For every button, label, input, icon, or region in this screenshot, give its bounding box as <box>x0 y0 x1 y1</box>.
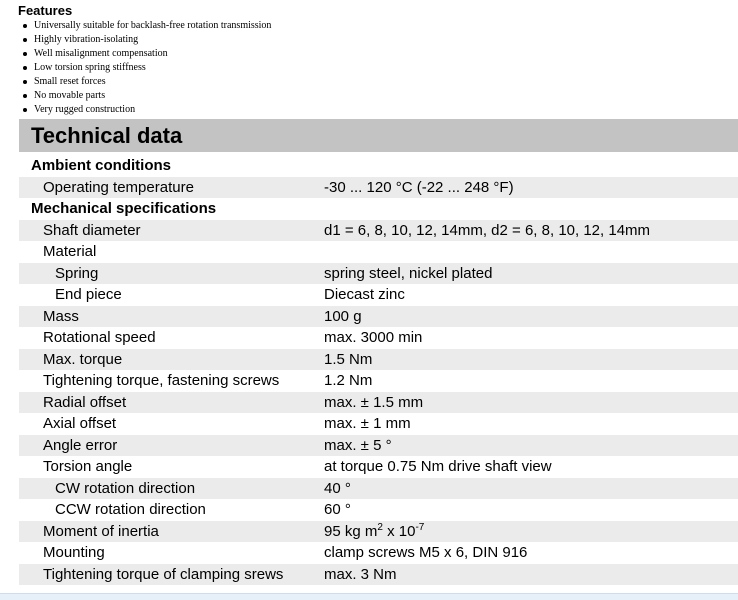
ambient-conditions-heading: Ambient conditions <box>31 157 171 174</box>
spec-label: CCW rotation direction <box>55 501 206 518</box>
spec-label: Tightening torque of clamping srews <box>43 565 284 583</box>
spec-row-end-piece <box>19 284 738 306</box>
spec-label: Material <box>43 243 97 260</box>
spec-row-shaft-diameter <box>19 220 738 242</box>
spec-value-prefix: 95 kg m <box>324 522 378 540</box>
spec-label: Spring <box>55 264 99 282</box>
spec-label: Mounting <box>43 544 105 561</box>
feature-item: Universally suitable for backlash-free rotation transmission <box>34 19 718 33</box>
features-section <box>18 3 718 117</box>
spec-row-max-torque <box>19 349 738 371</box>
spec-value: 1.2 Nm <box>324 372 373 389</box>
spec-value: max. ± 5 ° <box>324 436 392 454</box>
spec-label: Radial offset <box>43 393 127 411</box>
spec-value-exponent: -7 <box>415 521 425 533</box>
technical-data-title: Technical data <box>19 119 738 152</box>
spec-label: Operating temperature <box>43 178 194 196</box>
spec-value: -30 ... 120 °C (-22 ... 248 °F) <box>324 178 514 196</box>
features-list <box>18 19 718 117</box>
spec-label: Mass <box>43 307 79 325</box>
spec-value: 100 g <box>324 307 362 325</box>
spec-value: 40 ° <box>324 479 351 497</box>
mechanical-specifications-heading: Mechanical specifications <box>31 200 217 217</box>
spec-label: Moment of inertia <box>43 522 159 540</box>
spec-row-angle-error <box>19 435 738 457</box>
spec-label: Max. torque <box>43 350 123 368</box>
spec-value: 1.5 Nm <box>324 350 373 368</box>
spec-value: max. ± 1.5 mm <box>324 393 424 411</box>
spec-row-mass <box>19 306 738 328</box>
feature-item: Low torsion spring stiffness <box>34 61 718 75</box>
spec-label: Axial offset <box>43 415 117 432</box>
technical-data-section <box>19 119 738 585</box>
spec-row-radial-offset <box>19 392 738 414</box>
spec-value: at torque 0.75 Nm drive shaft view <box>324 458 552 475</box>
spec-label: Shaft diameter <box>43 221 141 239</box>
spec-label: Angle error <box>43 436 118 454</box>
spec-row-torsion-angle <box>19 456 738 478</box>
spec-row-operating-temperature <box>19 177 738 199</box>
spec-label: Tightening torque, fastening screws <box>43 372 280 389</box>
spec-row-material <box>19 241 738 263</box>
spec-row-axial-offset <box>19 413 738 435</box>
spec-row-rotational-speed <box>19 327 738 349</box>
spec-value: max. 3000 min <box>324 329 423 346</box>
spec-row-tightening-torque-fastening <box>19 370 738 392</box>
spec-value: clamp screws M5 x 6, DIN 916 <box>324 544 528 561</box>
spec-value: max. 3 Nm <box>324 565 397 583</box>
spec-row-mounting <box>19 542 738 564</box>
spec-value: spring steel, nickel plated <box>324 264 493 282</box>
spec-row-spring <box>19 263 738 285</box>
feature-item: Very rugged construction <box>34 103 718 117</box>
spec-row-moment-of-inertia <box>19 521 738 543</box>
feature-item: Small reset forces <box>34 75 718 89</box>
spec-value: 60 ° <box>324 501 351 518</box>
spec-label: Torsion angle <box>43 458 133 475</box>
spec-value: max. ± 1 mm <box>324 415 411 432</box>
spec-value-mid: x 10 <box>382 522 416 540</box>
spec-value: Diecast zinc <box>324 286 405 303</box>
spec-row-ccw-rotation <box>19 499 738 521</box>
spec-label: Rotational speed <box>43 329 156 346</box>
spec-value: d1 = 6, 8, 10, 12, 14mm, d2 = 6, 8, 10, 12, 14mm <box>324 221 651 239</box>
spec-row-cw-rotation <box>19 478 738 500</box>
spec-row-tightening-torque-clamping <box>19 564 738 586</box>
spec-label: CW rotation direction <box>55 479 196 497</box>
spec-label: End piece <box>55 286 122 303</box>
feature-item: Well misalignment compensation <box>34 47 718 61</box>
spec-value-exponent: 2 <box>377 521 383 533</box>
feature-item: Highly vibration-isolating <box>34 33 718 47</box>
feature-item: No movable parts <box>34 89 718 103</box>
spec-value <box>324 521 424 543</box>
bottom-scroll-strip <box>0 593 738 600</box>
features-title: Features <box>18 3 73 18</box>
